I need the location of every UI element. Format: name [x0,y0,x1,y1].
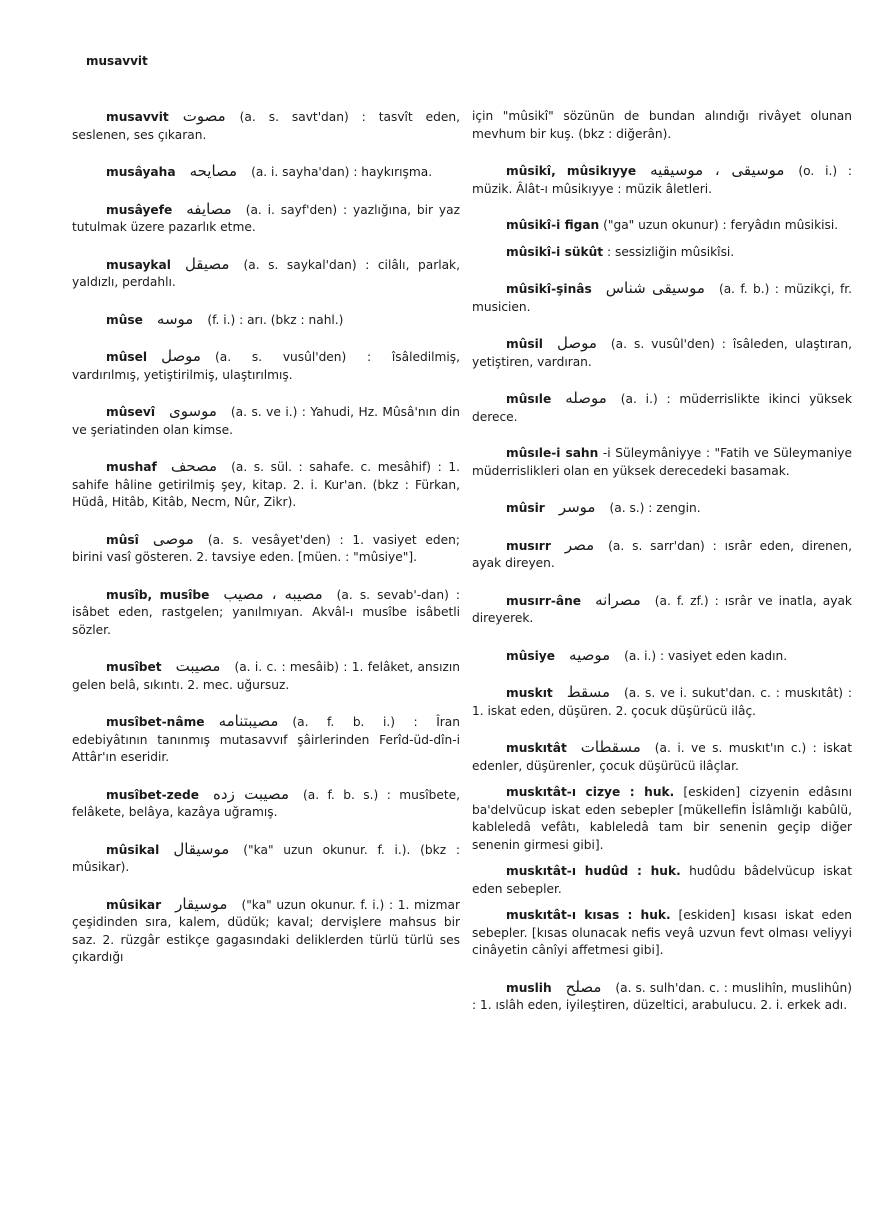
dictionary-entry [72,403,460,439]
headword: mûsevî [106,405,156,419]
headword: musîbet [106,660,162,674]
arabic-script: موسر [558,498,596,516]
dictionary-entry [472,390,852,426]
arabic-script: مصيبتنامه [218,712,279,730]
headword: muslih [506,980,552,995]
left-column [72,108,460,986]
headword: musaykal [106,257,171,272]
definition: (a. f. b.) : müzikçi, fr. musicien. [472,282,853,314]
headword: musâyefe [106,202,173,217]
arabic-script: مصيبت زده [213,784,289,803]
arabic-script: مصحف [170,457,218,475]
dictionary-entry [472,784,852,854]
arabic-script: موصل [557,334,597,352]
definition: (a. i.) : vasiyet eden kadın. [624,648,788,663]
headword: mûsikar [106,897,162,912]
definition: (a. i. sayha'dan) : haykırışma. [251,165,433,179]
headword: musâyaha [106,165,176,179]
dictionary-entry [72,458,460,512]
arabic-script: موسيقى شناس [605,279,705,297]
definition: (a. s. ve i. sukut'dan. c. : muskıtât) : 1. iskat eden, düşüren. 2. çocuk düşürücü ilâç. [472,686,852,718]
headword: mûsil [506,337,543,351]
definition: hudûdu bâdelvücup iskat eden sebepler. [472,864,852,896]
headword: mûsikî, mûsikıyye [506,164,637,178]
arabic-script: مصوت [182,107,226,125]
definition: (a. i. ve s. muskıt'ın c.) : iskat edenler, düşürenler, çocuk düşürücü ilâçlar. [472,741,852,773]
headword: musırr [506,538,551,553]
arabic-script: موسيقال [173,839,230,858]
arabic-script: موسيقار [175,894,228,913]
arabic-script: مصيقل [184,254,230,273]
definition: (a. s. sulh'dan. c. : muslihîn, muslihûn) : 1. ıslâh eden, iyileştiren, düzeltici, arabulucu. 2. i. erkek adı. [472,980,852,1012]
dictionary-entry [72,841,460,877]
dictionary-entry [472,162,852,198]
headword: mûsikî-şinâs [506,282,592,296]
headword: muskıtât-ı hudûd : huk. [506,864,681,878]
definition: (o. i.) : müzik. Âlât-ı mûsikıyye : müzik âletleri. [472,164,852,196]
dictionary-entry [72,531,460,567]
definition: (a. s. vesâyet'den) : 1. vasiyet eden; birini vasî gösteren. 2. tavsiye eden. [müen. : "mûsiye"]. [72,532,460,564]
definition: (a. s. sevab'-dan) : isâbet eden, rastgelen; yanılmıyan. Akvâl-ı musîbe isâbetli sözler. [72,587,461,637]
headword: mûsikî-i sükût [506,244,604,259]
dictionary-entry [72,786,460,822]
arabic-script: موسه [156,309,194,328]
definition: ("ka" uzun okunur. f. i.) : 1. mizmar çeşidinden sıra, kalem, düdük; kaval; dervişlere mahsus bir saz. 2. rüzgâr estikçe gagasındaki deliklerden türlü türlü ses çıkardığı [72,897,460,964]
arabic-script: مسقط [566,683,610,701]
definition: ("ga" uzun okunur) : feryâdın mûsikisi. [603,218,839,232]
definition: -i Süleymâniyye : "Fatih ve Süleymaniye müderrislikleri olan en yüksek derecedeki basamak. [472,446,853,478]
headword: mûsel [106,350,148,364]
headword: mushaf [106,460,157,474]
definition: (a. i. sayf'den) : yazlığına, bir yaz tutulmak üzere pazarlık etme. [72,202,460,234]
headword: musavvit [106,110,169,124]
headword: mûsikal [106,842,160,857]
headword: muskıt [506,686,553,700]
definition: (a. f. b. s.) : musîbete, felâkete, belâya, kazâya uğramış. [72,787,460,819]
headword: mûsikî-i figan [506,218,600,232]
arabic-script: موصله [565,389,607,407]
dictionary-entry [72,348,460,384]
dictionary-entry [472,863,852,898]
definition: (a. f. zf.) : ısrâr ve inatla, ayak direyerek. [472,593,852,625]
dictionary-entry [472,907,852,960]
definition: (a. i.) : müderrislikte ikinci yüksek derece. [472,392,852,424]
arabic-script: موصل [161,347,201,365]
arabic-script: مصايحه [189,162,238,180]
dictionary-entry [72,201,460,237]
definition: (a. s. vusûl'den) : îsâledilmiş, vardırılmış, yetiştirilmiş, ulaştırılmış. [72,350,460,382]
headword: muskıtât-ı cizye : huk. [506,785,675,799]
definition: için "mûsikî" sözünün de bundan alındığı rivâyet olunan mevhum bir kuş. (bkz : diğerân). [472,109,852,141]
running-head: musavvit [86,54,148,68]
arabic-script: مصايفه [186,199,232,218]
definition: (a. s.) : zengin. [609,501,701,515]
dictionary-entry [472,244,852,262]
definition: : sessizliğin mûsikîsi. [606,244,735,259]
arabic-script: موصيه [569,645,611,664]
headword: musîb, musîbe [106,587,210,602]
headword: musîbet-nâme [106,715,205,729]
arabic-script: مصيبت [175,657,221,675]
dictionary-entry [472,537,852,573]
dictionary-entry [472,499,852,518]
headword: mûsıle [506,392,552,406]
dictionary-entry [472,979,852,1015]
headword: musîbet-zede [106,787,200,802]
headword: mûsiye [506,648,556,663]
dictionary-entry [472,647,852,666]
dictionary-entry [72,658,460,694]
arabic-script: موسوى [169,402,217,420]
arabic-script: مصلح [565,977,602,996]
dictionary-entry [472,217,852,235]
dictionary-entry [472,108,852,143]
headword: musırr-âne [506,593,582,608]
headword: mûsıle-i sahn [506,446,599,460]
definition: (a. i. c. : mesâib) : 1. felâket, ansızın gelen belâ, sıkıntı. 2. mec. uğursuz. [72,660,460,692]
definition: (a. s. ve i.) : Yahudi, Hz. Mûsâ'nın din ve şeriatinden olan kimse. [72,405,460,437]
dictionary-entry [472,684,852,720]
dictionary-entry [72,108,460,144]
dictionary-entry [72,586,460,640]
headword: mûsî [106,532,139,547]
definition: (a. f. b. i.) : Îran edebiyâtının tanınmış mutasavvıf şâirlerinden Ferîd-üd-dîn-i Attâr'ın eseridir. [72,715,460,764]
dictionary-entry [472,592,852,628]
dictionary-entry [72,713,460,767]
headword: mûsir [506,501,545,515]
definition: (a. s. savt'dan) : tasvît eden, seslenen, ses çıkaran. [72,110,460,142]
arabic-script: مسقطات [580,738,641,756]
dictionary-entry [472,335,852,371]
definition: (a. s. sarr'dan) : ısrâr eden, direnen, ayak direyen. [472,538,852,570]
dictionary-entry [72,311,460,330]
dictionary-entry [472,739,852,775]
arabic-script: مصر [564,535,595,554]
dictionary-entry [472,445,852,480]
headword: muskıtât-ı kısas : huk. [506,908,671,922]
dictionary-entry [72,256,460,292]
right-column [472,108,852,1034]
definition: [eskiden] cizyenin edâsını ba'delvücup iskat eden sebepler [mükellefin İslâmlığı kabûlü, kableledâ vefâtı, kableledâ tam bir senenin geçip diğer senenin girmesi gibi]. [472,785,853,852]
definition: (f. i.) : arı. (bkz : nahl.) [207,312,344,327]
dictionary-entry [472,280,852,316]
definition: (a. s. sül. : sahafe. c. mesâhif) : 1. sahife hâline getirilmiş şey, kitap. 2. i. Kur'an. (bkz : Fürkan, Hüdâ, Hitâb, Kitâb, Necm, Nûr, Zikr). [72,460,460,509]
definition: (a. s. vusûl'den) : îsâleden, ulaştıran, yetiştiren, vardıran. [472,337,852,369]
definition: (a. s. saykal'dan) : cilâlı, parlak, yaldızlı, perdahlı. [72,257,460,289]
definition: ("ka" uzun okunur. f. i.). (bkz : mûsikar). [72,842,460,874]
arabic-script: مصرانه [595,590,641,609]
dictionary-entry [72,896,460,967]
arabic-script: موسيقى ، موسيقيه [650,161,785,179]
arabic-script: مصيبه ، مصيب [223,584,323,603]
headword: muskıtât [506,741,567,755]
arabic-script: موصى [152,529,194,548]
headword: mûse [106,312,143,327]
dictionary-entry [72,163,460,182]
definition: [eskiden] kısası iskat eden sebepler. [kısas olunacak nefis veyâ uzvun fevt olması veliyyi cinâyetin cânîyi affetmesi gibi]. [472,908,853,957]
